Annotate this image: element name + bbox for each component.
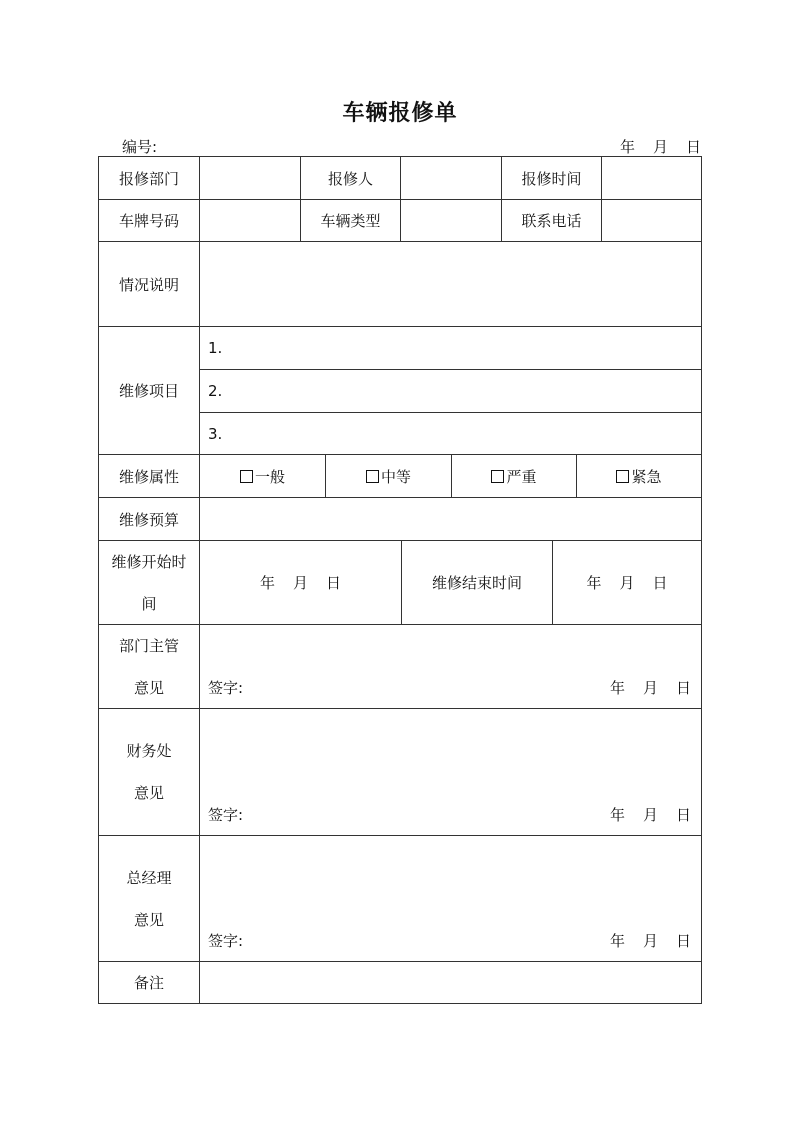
signature-label: 签字:	[208, 932, 244, 950]
gm-opinion-label: 总经理 意见	[126, 868, 172, 929]
checkbox-icon[interactable]	[240, 470, 253, 483]
vehicle-type-label: 车辆类型	[300, 200, 400, 241]
option-general[interactable]	[199, 455, 325, 497]
repair-form-table	[98, 156, 702, 1004]
table-row	[99, 836, 701, 962]
phone-field[interactable]	[601, 200, 701, 241]
dept-head-opinion-field[interactable]	[199, 625, 701, 708]
description-label: 情况说明	[118, 275, 179, 294]
remarks-field[interactable]	[199, 962, 701, 1003]
repair-item-line[interactable]: 1.	[208, 339, 223, 357]
table-row	[99, 200, 701, 242]
start-date-field[interactable]: 年 月 日	[199, 541, 401, 624]
checkbox-icon[interactable]	[491, 470, 504, 483]
start-time-label-line2: 间	[141, 594, 157, 613]
option-label: 严重	[506, 467, 537, 486]
checkbox-icon[interactable]	[616, 470, 629, 483]
header-date	[620, 136, 701, 157]
repair-item-line[interactable]: 2.	[200, 369, 702, 412]
signature-date: 年 月 日	[609, 932, 691, 950]
dept-head-opinion-label: 部门主管 意见	[118, 636, 179, 697]
form-title: 车辆报修单	[342, 101, 458, 126]
signature-date: 年 月 日	[609, 679, 691, 697]
dept-field[interactable]	[199, 157, 300, 199]
plate-field[interactable]	[199, 200, 300, 241]
table-row	[99, 327, 701, 455]
option-label: 中等	[380, 467, 411, 486]
option-label: 一般	[254, 467, 285, 486]
table-row	[99, 242, 701, 327]
option-label: 紧急	[631, 467, 662, 486]
reporter-label: 报修人	[300, 157, 400, 199]
remarks-label: 备注	[133, 974, 164, 992]
start-time-label	[99, 541, 199, 624]
repair-item-line[interactable]: 3.	[200, 412, 702, 455]
signature-label: 签字:	[208, 806, 244, 824]
table-row	[99, 541, 701, 625]
end-date-field[interactable]: 年 月 日	[552, 541, 701, 624]
report-time-field[interactable]	[601, 157, 701, 199]
repair-attribute-label: 维修属性	[118, 467, 179, 486]
description-field[interactable]	[199, 242, 701, 326]
serial-number-label: 编号:	[122, 138, 158, 156]
vehicle-type-field[interactable]	[400, 200, 501, 241]
repair-items-list	[199, 327, 701, 454]
gm-opinion-field[interactable]	[199, 836, 701, 961]
table-row	[99, 455, 701, 498]
dept-label: 报修部门	[118, 169, 179, 188]
finance-opinion-field[interactable]	[199, 709, 701, 835]
reporter-field[interactable]	[400, 157, 501, 199]
table-row	[99, 157, 701, 200]
budget-field[interactable]	[199, 498, 701, 540]
budget-label: 维修预算	[118, 510, 179, 529]
report-time-label: 报修时间	[501, 157, 601, 199]
signature-label: 签字:	[208, 679, 244, 697]
start-time-label-line1: 维修开始时	[111, 552, 187, 571]
option-serious[interactable]	[451, 455, 576, 497]
table-row	[99, 625, 701, 709]
table-row	[99, 709, 701, 836]
table-row	[99, 498, 701, 541]
signature-date: 年 月 日	[609, 806, 691, 824]
table-row	[99, 962, 701, 1003]
option-medium[interactable]	[325, 455, 451, 497]
option-urgent[interactable]	[576, 455, 701, 497]
plate-label: 车牌号码	[118, 212, 179, 230]
end-time-label: 维修结束时间	[401, 541, 552, 624]
repair-items-label: 维修项目	[118, 382, 179, 400]
finance-opinion-label: 财务处 意见	[126, 742, 172, 802]
month-unit: 月	[652, 138, 668, 156]
phone-label: 联系电话	[501, 200, 601, 241]
year-unit: 年	[619, 138, 635, 156]
day-unit: 日	[685, 138, 701, 156]
checkbox-icon[interactable]	[366, 470, 379, 483]
